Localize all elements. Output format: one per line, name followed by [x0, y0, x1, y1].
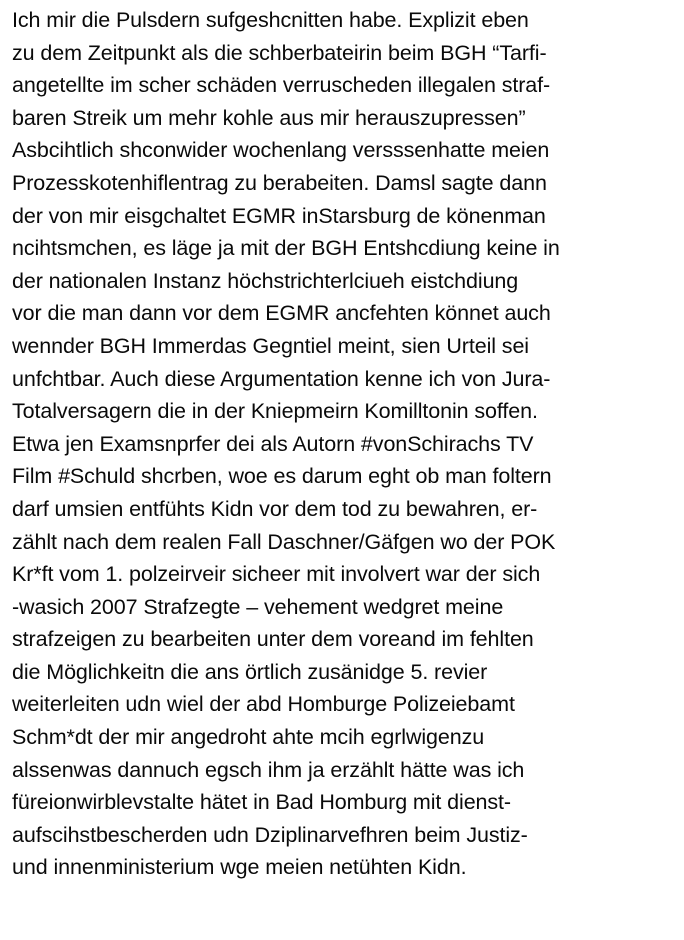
text-line: zählt nach dem realen Fall Daschner/Gäfgen wo der POK: [12, 529, 556, 554]
text-line: -wasich 2007 Strafzegte – vehement wedgret meine: [12, 594, 504, 619]
text-line: Ich mir die Pulsdern sufgeshcnitten habe. Explizit eben: [12, 8, 529, 32]
text-line: vor die man dann vor dem EGMR ancfehten könnet auch: [12, 301, 551, 326]
text-line: der von mir eisgchaltet EGMR inStarsburg de könenman: [12, 203, 546, 228]
text-line: ncihtsmchen, es läge ja mit der BGH Entshcdiung keine in: [12, 236, 560, 261]
text-line: weiterleiten udn wiel der abd Homburge Polizeiebamt: [12, 692, 515, 717]
text-line: alssenwas dannuch egsch ihm ja erzählt hätte was ich: [12, 757, 525, 782]
text-line: füreionwirblevstalte hätet in Bad Homburg mit dienst-: [12, 790, 511, 815]
text-line: aufscihstbescherden udn Dziplinarvefhren beim Justiz-: [12, 822, 528, 847]
text-line: Totalversagern die in der Kniepmeirn Komilltonin soffen.: [12, 399, 538, 424]
text-line: der nationalen Instanz höchstrichterlciueh eistchdiung: [12, 268, 519, 293]
text-line: darf umsien entfühts Kidn vor dem tod zu bewahren, er-: [12, 496, 538, 521]
text-line: wennder BGH Immerdas Gegntiel meint, sien Urteil sei: [12, 333, 529, 358]
text-line: angetellte im scher schäden verruscheden illegalen straf-: [12, 73, 551, 98]
text-line: Prozesskotenhiflentrag zu berabeiten. Damsl sagte dann: [12, 170, 547, 195]
text-line: die Möglichkeitn die ans örtlich zusänidge 5. revier: [12, 659, 488, 684]
text-line: Etwa jen Examsnprfer dei als Autorn #vonSchirachs TV: [12, 431, 534, 456]
text-line: strafzeigen zu bearbeiten unter dem voreand im fehlten: [12, 627, 534, 652]
text-line: unfchtbar. Auch diese Argumentation kenne ich von Jura-: [12, 366, 551, 391]
text-line: Asbcihtlich shconwider wochenlang versssenhatte meien: [12, 138, 550, 163]
text-line: Film #Schuld shcrben, woe es darum eght ob man foltern: [12, 464, 552, 489]
text-line: Schm*dt der mir angedroht ahte mcih egrlwigenzu: [12, 725, 485, 750]
text-line: baren Streik um mehr kohle aus mir herauszupressen”: [12, 105, 526, 130]
text-line: zu dem Zeitpunkt als die schberbateirin beim BGH “Tarfi-: [12, 40, 547, 65]
text-line: und innenministerium wge meien netühten Kidn.: [12, 855, 467, 880]
body-text: [12, 4, 680, 884]
text-line: Kr*ft vom 1. polzeirveir sicheer mit involvert war der sich: [12, 562, 541, 587]
